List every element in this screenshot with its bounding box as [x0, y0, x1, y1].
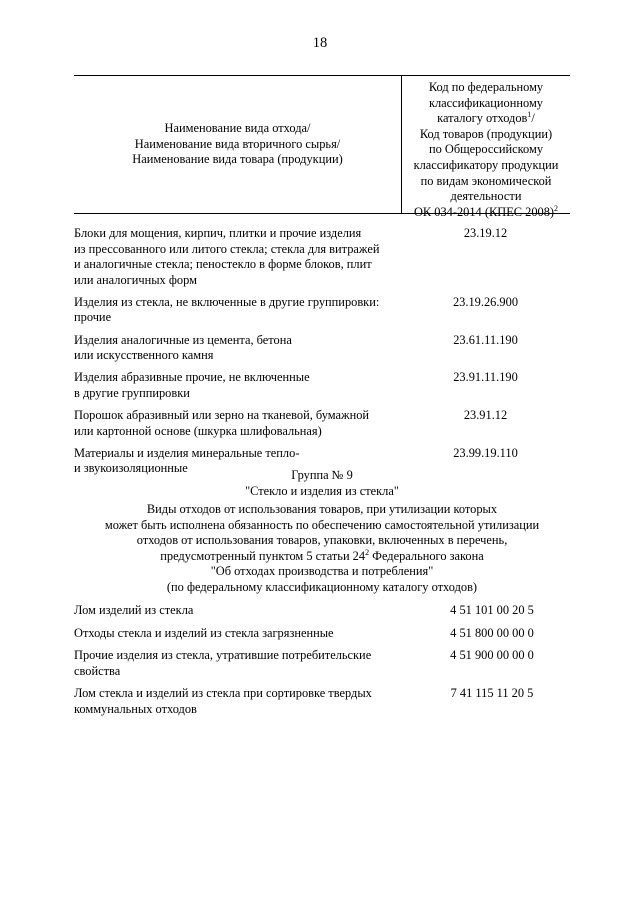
- group-intro-part2: Федерального закона "Об отходах производства и потребления" (по федеральному классификационному каталогу отходов): [166, 548, 484, 594]
- table-row: [74, 603, 570, 619]
- page-number: 18: [312, 35, 328, 51]
- table-row: [74, 370, 570, 401]
- table-row: [74, 648, 570, 679]
- group-intro-part1: Виды отходов от использования товаров, при утилизации которых может быть исполнена обязанность по обеспечению самостоятельной утилизации отходов от использования товаров, упаковки, включенных в перечень, предусмотренный пунктом 5 статьи 24: [104, 502, 540, 563]
- footnote-ref-2: 2: [554, 203, 559, 213]
- row-name: Порошок абразивный или зерно на тканевой, бумажной или картонной основе (шкурка шлифовальная): [74, 407, 370, 438]
- table-header: [74, 75, 570, 219]
- row-name: Прочие изделия из стекла, утратившие потребительские свойства: [74, 648, 372, 678]
- header-code-label-part2: / Код товаров (продукции) по Общероссийскому классификатору продукции по видам экономической деятельности ОК 034-2014 (КПЕС 2008): [413, 111, 559, 219]
- row-name: Блоки для мощения, кирпич, плитки и прочие изделия из прессованного или литого стекла; стекла для витражей и аналогичные стекла; пеностекло в форме блоков, плит или аналогичных форм: [74, 226, 380, 287]
- row-name: Лом стекла и изделий из стекла при сортировке твердых коммунальных отходов: [74, 686, 372, 716]
- row-code: 4 51 101 00 20 5: [450, 603, 534, 617]
- table-row: [74, 226, 570, 288]
- group-title: Группа № 9 "Стекло и изделия из стекла": [245, 468, 399, 498]
- row-name: Изделия абразивные прочие, не включенные в другие группировки: [74, 370, 310, 400]
- row-name: Отходы стекла и изделий из стекла загрязненные: [74, 625, 334, 640]
- product-rows: [74, 226, 570, 483]
- row-code: 4 51 800 00 00 0: [450, 625, 534, 640]
- header-code-label-part1: Код по федеральному классификационному каталогу отходов: [428, 80, 544, 126]
- row-name: Материалы и изделия минеральные тепло- и звукоизоляционные: [74, 445, 300, 476]
- header-name-label: Наименование вида отхода/ Наименование вида вторичного сырья/ Наименование вида товара (продукции): [132, 121, 343, 167]
- group-intro: [74, 502, 570, 596]
- waste-rows: [74, 603, 570, 725]
- table-row: [74, 408, 570, 439]
- table-row: [74, 686, 570, 717]
- row-code: 23.61.11.190: [453, 332, 518, 347]
- row-name: Лом изделий из стекла: [74, 603, 194, 617]
- row-code: 23.19.26.900: [452, 294, 519, 309]
- row-code: 4 51 900 00 00 0: [450, 648, 534, 663]
- row-name: Изделия из стекла, не включенные в другие группировки: прочие: [74, 294, 380, 325]
- table-row: [74, 626, 570, 642]
- row-code: 23.19.12: [463, 226, 508, 240]
- footnote-ref-1: 1: [527, 110, 532, 120]
- row-name: Изделия аналогичные из цемента, бетона или искусственного камня: [74, 332, 292, 363]
- article-superscript: 2: [365, 547, 370, 557]
- header-code-column: [402, 80, 570, 220]
- row-code: 23.99.19.110: [453, 445, 518, 460]
- table-row: [74, 295, 570, 326]
- table-row: [74, 333, 570, 364]
- row-code: 7 41 115 11 20 5: [450, 686, 534, 701]
- row-code: 23.91.12: [463, 407, 508, 422]
- header-name-column: [74, 76, 401, 213]
- row-code: 23.91.11.190: [453, 370, 518, 385]
